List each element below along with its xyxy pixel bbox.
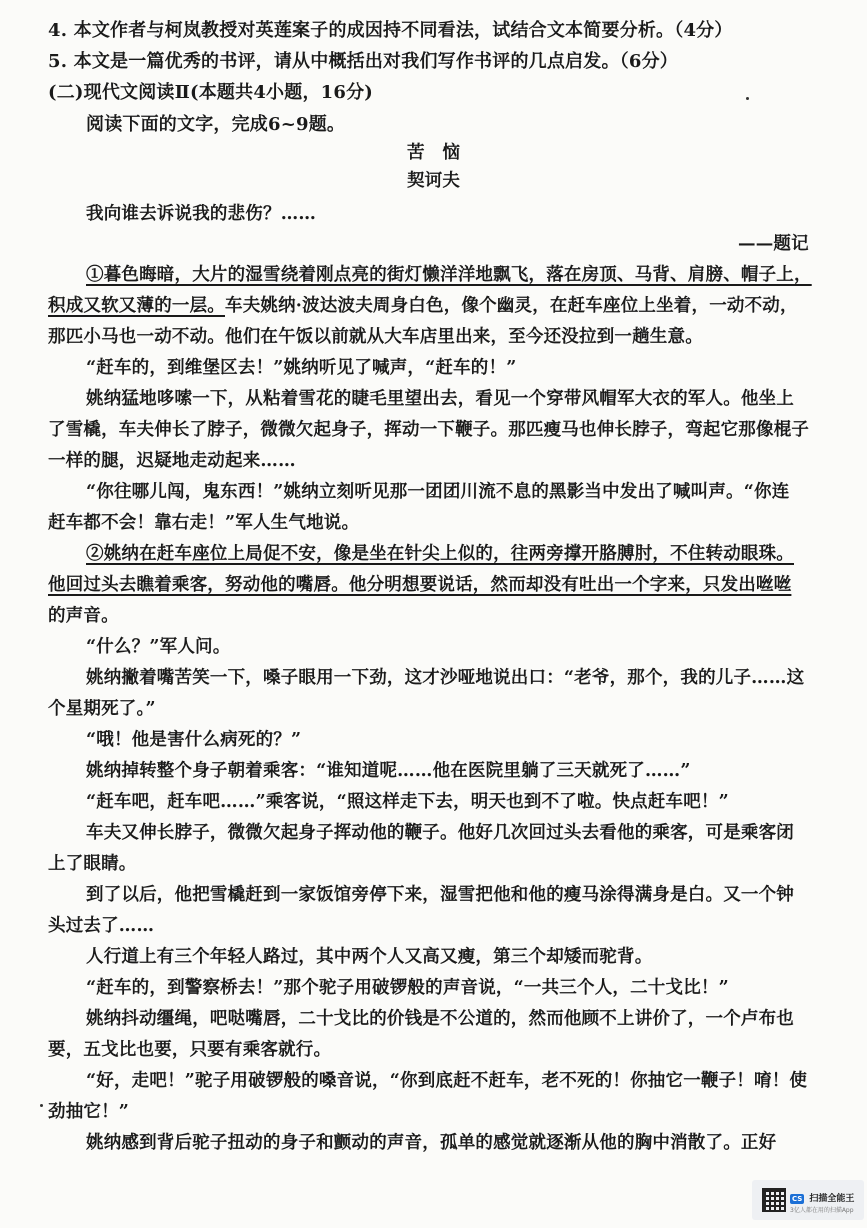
story-line-4: “赶车的，到维堡区去！”姚纳听见了喊声，“赶车的！” bbox=[86, 358, 517, 378]
story-line-2 bbox=[48, 295, 798, 317]
story-line-2-rest: 车夫姚纳·波达波夫周身白色，像个幽灵，在赶车座位上坐着，一动不动， bbox=[225, 296, 798, 316]
story-line-20: 上了眼睛。 bbox=[48, 854, 137, 874]
story-line-19: 车夫又伸长脖子，微微欠起身子挥动他的鞭子。他好几次回过头去看他的乘客，可是乘客闭 bbox=[86, 823, 794, 843]
story-line-24: “赶车的，到警察桥去！”那个驼子用破锣般的声音说，“一共三个人，二十戈比！” bbox=[86, 978, 729, 998]
watermark-subtitle: 3亿人都在用的扫描App bbox=[790, 1207, 854, 1214]
qr-code-icon bbox=[762, 1188, 786, 1212]
section-header: (二)现代文阅读Ⅱ(本题共4小题，16分) bbox=[48, 82, 374, 103]
story-author: 契诃夫 bbox=[406, 171, 461, 191]
story-line-7: 一样的腿，迟疑地走动起来…… bbox=[48, 451, 296, 471]
story-line-23: 人行道上有三个年轻人路过，其中两个人又高又瘦，第三个却矮而驼背。 bbox=[86, 947, 653, 967]
scan-speck bbox=[746, 97, 749, 100]
epigraph-label: ——题记 bbox=[738, 234, 809, 254]
story-line-2-underlined: 积成又软又薄的一层。 bbox=[48, 296, 225, 316]
story-line-17: 姚纳掉转整个身子朝着乘客：“谁知道呢……他在医院里躺了三天就死了……” bbox=[86, 761, 691, 781]
story-line-9: 赶车都不会！靠右走！”军人生气地说。 bbox=[48, 513, 360, 533]
story-line-8: “你往哪儿闯，鬼东西！”姚纳立刻听见那一团团川流不息的黑影当中发出了喊叫声。“你连 bbox=[86, 482, 790, 502]
story-line-12: 的声音。 bbox=[48, 606, 119, 626]
story-line-6: 了雪橇，车夫伸长了脖子，微微欠起身子，挥动一下鞭子。那匹瘦马也伸长脖子，弯起它那像棍子 bbox=[48, 420, 810, 440]
scan-speck bbox=[40, 1104, 43, 1107]
story-line-15: 个星期死了。” bbox=[48, 699, 156, 719]
story-line-21: 到了以后，他把雪橇赶到一家饭馆旁停下来，湿雪把他和他的瘦马涂得满身是白。又一个钟 bbox=[86, 885, 794, 905]
story-line-25: 姚纳抖动缰绳，吧哒嘴唇，二十戈比的价钱是不公道的，然而他顾不上讲价了，一个卢布也 bbox=[86, 1009, 794, 1029]
story-line-29: 姚纳感到背后驼子扭动的身子和颤动的声音，孤单的感觉就逐渐从他的胸中消散了。正好 bbox=[86, 1133, 777, 1153]
story-line-13: “什么？”军人问。 bbox=[86, 637, 231, 657]
story-line-27: “好，走吧！”驼子用破锣般的嗓音说，“你到底赶不赶车，老不死的！你抽它一鞭子！唷！使 bbox=[86, 1071, 808, 1091]
story-line-26: 要，五戈比也要，只要有乘客就行。 bbox=[48, 1040, 332, 1060]
story-line-10: ②姚纳在赶车座位上局促不安，像是坐在针尖上似的，往两旁撑开胳膊肘，不住转动眼珠。 bbox=[86, 544, 794, 564]
question-4: 4. 本文作者与柯岚教授对英莲案子的成因持不同看法，试结合文本简要分析。（4分） bbox=[48, 20, 733, 41]
story-line-5: 姚纳猛地哆嗦一下，从粘着雪花的睫毛里望出去，看见一个穿带风帽军大衣的军人。他坐上 bbox=[86, 389, 794, 409]
question-5: 5. 本文是一篇优秀的书评，请从中概括出对我们写作书评的几点启发。（6分） bbox=[48, 51, 678, 72]
story-title: 苦 恼 bbox=[406, 143, 461, 163]
story-line-3: 那匹小马也一动不动。他们在午饭以前就从大车店里出来，至今还没拉到一趟生意。 bbox=[48, 327, 703, 347]
epigraph: 我向谁去诉说我的悲伤？…… bbox=[86, 204, 317, 224]
story-line-14: 姚纳撇着嘴苦笑一下，嗓子眼用一下劲，这才沙哑地说出口：“老爷，那个，我的儿子……这 bbox=[86, 668, 805, 688]
story-line-16: “哦！他是害什么病死的？” bbox=[86, 730, 302, 750]
watermark-text bbox=[790, 1186, 854, 1214]
story-line-22: 头过去了…… bbox=[48, 916, 155, 936]
story-line-1: ①暮色晦暗，大片的湿雪绕着刚点亮的街灯懒洋洋地飘飞，落在房顶、马背、肩膀、帽子上， bbox=[86, 265, 812, 285]
section-instruction: 阅读下面的文字，完成6~9题。 bbox=[86, 114, 346, 135]
scanner-watermark bbox=[752, 1180, 864, 1220]
story-line-28: 劲抽它！” bbox=[48, 1102, 130, 1122]
story-line-18: “赶车吧，赶车吧……”乘客说，“照这样走下去，明天也到不了啦。快点赶车吧！” bbox=[86, 792, 729, 812]
cs-logo-icon: CS bbox=[792, 1195, 803, 1203]
story-line-11: 他回过头去瞧着乘客，努动他的嘴唇。他分明想要说话，然而却没有吐出一个字来，只发出咝咝 bbox=[48, 575, 792, 595]
watermark-brand: 扫描全能王 bbox=[809, 1194, 855, 1204]
